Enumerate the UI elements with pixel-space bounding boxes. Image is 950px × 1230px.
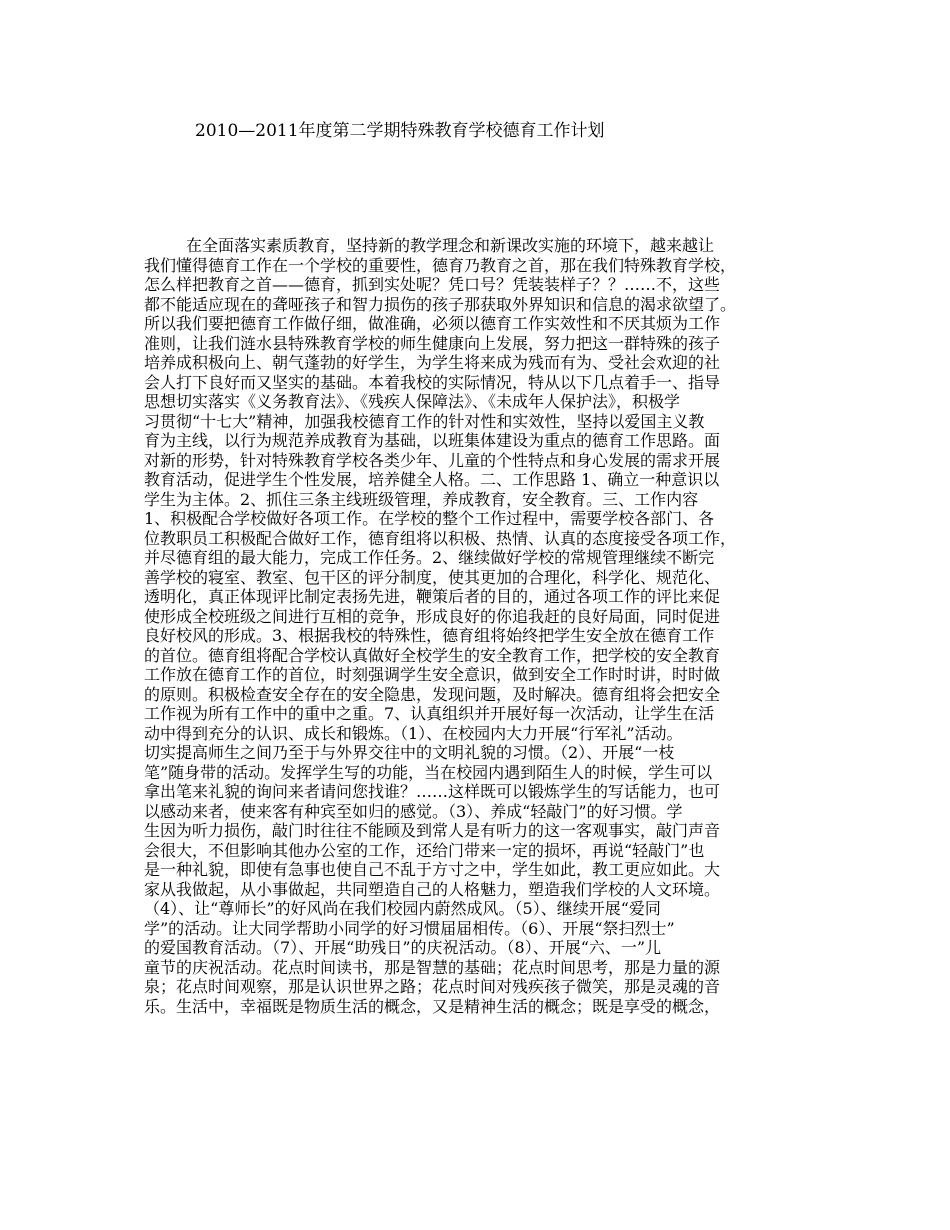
paragraph-line: 工作放在德育工作的首位，时刻强调学生安全意识，做到安全工作时时讲，时时做 [144, 665, 721, 684]
paragraph-line: 培养成积极向上、朝气蓬勃的好学生，为学生将来成为残而有为、受社会欢迎的社 [144, 353, 721, 372]
paragraph-line: 拿出笔来礼貌的询问来者请问您找谁？……这样既可以锻炼学生的写话能力，也可 [144, 782, 721, 801]
paragraph-line: 泉；花点时间观察，那是认识世界之路；花点时间对残疾孩子微笑，那是灵魂的音 [144, 977, 721, 996]
paragraph-line: 习贯彻“十七大”精神，加强我校德育工作的针对性和实效性，坚持以爱国主义教 [144, 411, 705, 431]
paragraph-line: 的爱国教育活动。（7）、开展“助残日”的庆祝活动。（8）、开展“六、一”儿 [144, 938, 662, 957]
paragraph-line: 位教职员工积极配合做好工作，德育组将以积极、热情、认真的态度接受各项工作， [144, 528, 737, 548]
paragraph-line: 我们懂得德育工作在一个学校的重要性，德育乃教育之首，那在我们特殊教育学校， [144, 255, 737, 275]
paragraph-line: 所以我们要把德育工作做仔细，做准确，必须以德育工作实效性和不厌其烦为工作 [144, 314, 721, 333]
paragraph-line: 童节的庆祝活动。花点时间读书，那是智慧的基础；花点时间思考，那是力量的源 [144, 957, 721, 977]
paragraph-line: 会人打下良好而又坚实的基础。本着我校的实际情况，特从以下几点着手一、指导 [144, 372, 721, 392]
paragraph-line: 思想切实落实《义务教育法》、《残疾人保障法》、《未成年人保护法》，积极学 [144, 392, 681, 411]
paragraph-line: 乐。生活中，幸福既是物质生活的概念，又是精神生活的概念；既是享受的概念， [144, 996, 721, 1016]
paragraph-line: 学生为主体。2、抓住三条主线班级管理，养成教育，安全教育。三、工作内容 [144, 489, 699, 509]
paragraph-line: （4）、让“尊师长”的好风尚在我们校园内蔚然成风。（5）、继续开展“爱同 [144, 899, 661, 918]
document-title: 2010—2011年度第二学期特殊教育学校德育工作计划 [195, 121, 605, 141]
paragraph-line: 切实提高师生之间乃至于与外界交往中的文明礼貌的习惯。（2）、开展“一枝 [144, 743, 675, 762]
paragraph-line: 家从我做起，从小事做起，共同塑造自己的人格魅力，塑造我们学校的人文环境。 [144, 879, 721, 899]
paragraph-line: 学”的活动。让大同学帮助小同学的好习惯届届相传。（6）、开展“祭扫烈士” [144, 918, 675, 938]
document-body [144, 236, 834, 1016]
paragraph-line: 是一种礼貌，即使有急事也使自己不乱于方寸之中，学生如此，教工更应如此。大 [144, 860, 721, 879]
paragraph-line: 生因为听力损伤，敲门时往往不能顾及到常人是有听力的这一客观事实，敲门声音 [144, 821, 721, 840]
paragraph-line: 在全面落实素质教育，坚持新的教学理念和新课改实施的环境下，越来越让 [186, 236, 715, 255]
paragraph-line: 会很大，不但影响其他办公室的工作，还给门带来一定的损坏，再说“轻敲门”也 [144, 840, 705, 860]
paragraph-line: 都不能适应现在的聋哑孩子和智力损伤的孩子那获取外界知识和信息的渴求欲望了。 [144, 294, 737, 314]
paragraph-line: 的首位。德育组将配合学校认真做好全校学生的安全教育工作，把学校的安全教育 [144, 645, 721, 665]
paragraph-line: 使形成全校班级之间进行互相的竞争，形成良好的你追我赶的良好局面，同时促进 [144, 606, 721, 626]
paragraph-line: 育为主线，以行为规范养成教育为基础，以班集体建设为重点的德育工作思路。面 [144, 431, 721, 450]
paragraph-line: 对新的形势，针对特殊教育学校各类少年、儿童的个性特点和身心发展的需求开展 [144, 450, 721, 470]
paragraph-line: 笔”随身带的活动。发挥学生写的功能，当在校园内遇到陌生人的时候，学生可以 [144, 762, 713, 782]
paragraph-line: 教育活动，促进学生个性发展，培养健全人格。二、工作思路 1、确立一种意识以 [144, 470, 720, 489]
paragraph-line: 动中得到充分的认识、成长和锻炼。（1）、在校园内大力开展“行军礼”活动。 [144, 723, 683, 743]
paragraph-line: 怎么样把教育之首——德育，抓到实处呢？凭口号？凭装装样子？？……不，这些 [144, 275, 721, 294]
paragraph-line: 1、积极配合学校做好各项工作。在学校的整个工作过程中，需要学校各部门、各 [144, 509, 715, 528]
paragraph-line: 准则，让我们涟水县特殊教育学校的师生健康向上发展，努力把这一群特殊的孩子 [144, 333, 721, 353]
paragraph-line: 并尽德育组的最大能力，完成工作任务。2、继续做好学校的常规管理继续不断完 [144, 548, 715, 567]
paragraph-line: 良好校风的形成。3、根据我校的特殊性，德育组将始终把学生安全放在德育工作 [144, 626, 715, 645]
paragraph-line: 透明化，真正体现评比制定表扬先进，鞭策后者的目的，通过各项工作的评比来促 [144, 587, 721, 606]
paragraph-line: 的原则。积极检查安全存在的安全隐患，发现问题，及时解决。德育组将会把安全 [144, 684, 721, 704]
paragraph-line: 善学校的寝室、教室、包干区的评分制度，使其更加的合理化，科学化、规范化、 [144, 567, 721, 587]
paragraph-line: 工作视为所有工作中的重中之重。7、认真组织并开展好每一次活动，让学生在活 [144, 704, 715, 723]
paragraph-line: 以感动来者，使来客有种宾至如归的感觉。（3）、养成“轻敲门”的好习惯。学 [144, 801, 683, 821]
